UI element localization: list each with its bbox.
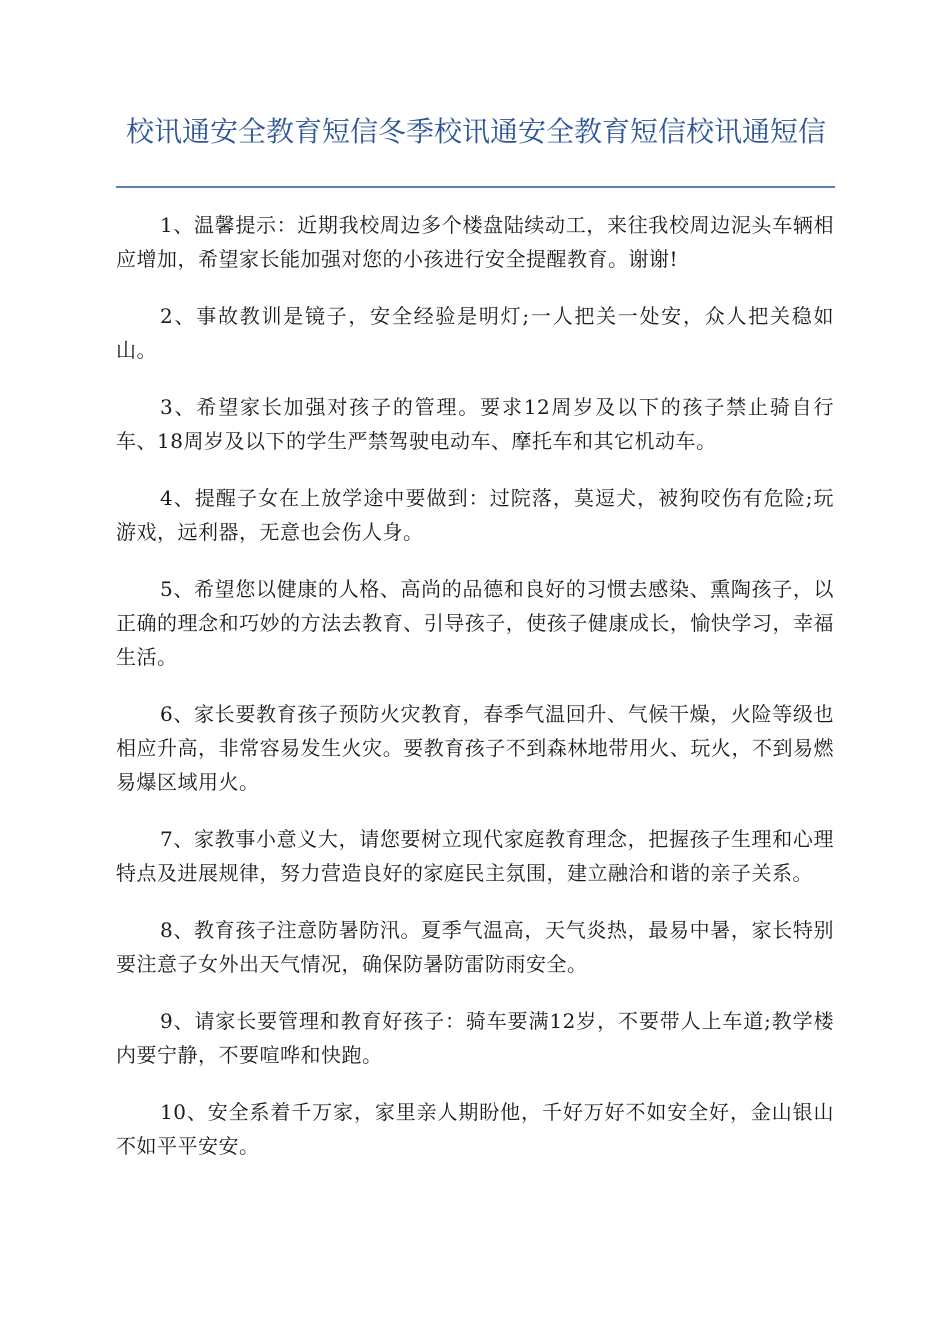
title-underline bbox=[116, 186, 835, 188]
paragraph-8: 8、教育孩子注意防暑防汛。夏季气温高，天气炎热，最易中暑，家长特别要注意子女外出天气情况，确保防暑防雷防雨安全。 bbox=[116, 918, 834, 976]
paragraph-9: 9、请家长要管理和教育好孩子：骑车要满12岁，不要带人上车道;教学楼内要宁静，不要喧哗和快跑。 bbox=[116, 1009, 834, 1067]
paragraph-3: 3、希望家长加强对孩子的管理。要求12周岁及以下的孩子禁止骑自行车、18周岁及以下的学生严禁驾驶电动车、摩托车和其它机动车。 bbox=[116, 395, 834, 453]
paragraph-7: 7、家教事小意义大，请您要树立现代家庭教育理念，把握孩子生理和心理特点及进展规律，努力营造良好的家庭民主氛围，建立融洽和谐的亲子关系。 bbox=[116, 827, 834, 885]
paragraph-4: 4、提醒子女在上放学途中要做到：过院落，莫逗犬，被狗咬伤有危险;玩游戏，远利器，无意也会伤人身。 bbox=[116, 486, 834, 544]
document-body bbox=[116, 208, 834, 1186]
paragraph-2: 2、事故教训是镜子，安全经验是明灯;一人把关一处安，众人把关稳如山。 bbox=[116, 304, 834, 362]
paragraph-10: 10、安全系着千万家，家里亲人期盼他，千好万好不如安全好，金山银山不如平平安安。 bbox=[116, 1100, 834, 1158]
paragraph-1: 1、温馨提示：近期我校周边多个楼盘陆续动工，来往我校周边泥头车辆相应增加，希望家长能加强对您的小孩进行安全提醒教育。谢谢! bbox=[116, 213, 834, 271]
paragraph-5: 5、希望您以健康的人格、高尚的品德和良好的习惯去感染、熏陶孩子，以正确的理念和巧妙的方法去教育、引导孩子，使孩子健康成长，愉快学习，幸福生活。 bbox=[116, 577, 834, 669]
document-title: 校讯通安全教育短信冬季校讯通安全教育短信校讯通短信 bbox=[125, 115, 826, 148]
paragraph-6: 6、家长要教育孩子预防火灾教育，春季气温回升、气候干燥，火险等级也相应升高，非常容易发生火灾。要教育孩子不到森林地带用火、玩火，不到易燃易爆区域用火。 bbox=[116, 702, 834, 794]
